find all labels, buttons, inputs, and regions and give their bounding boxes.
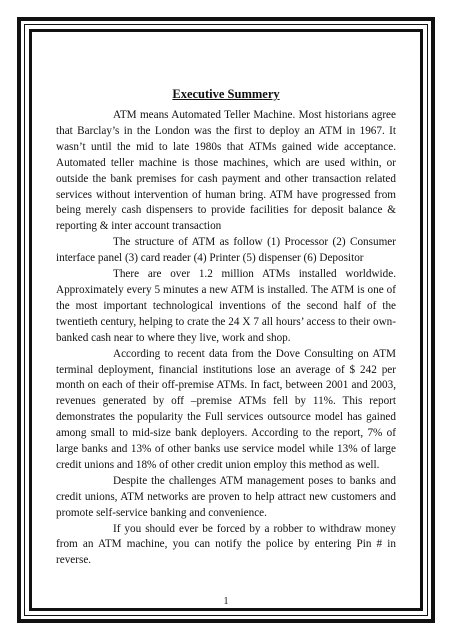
- paragraph-robber-pin: If you should ever be forced by a robber to withdraw money from an ATM machine, you can notify the police by entering Pin # in reverse.: [56, 522, 396, 567]
- document-title: Executive Summery: [172, 87, 280, 101]
- document-body: [56, 86, 396, 569]
- paragraph-dove-consulting: According to recent data from the Dove Consulting on ATM terminal deployment, financial institutions lose an average of $ 242 per month on each of their off-premise ATMs. In fact, between 2001 and 2003, revenues generated by off –premise ATMs fell by 11%. This report demonstrates the popularity the Full services outsource model has gained among small to mid-size bank deployers. According to the report, 7% of large banks and 13% of other banks use service model while 13% of large credit unions and 18% of other credit union employ this method as well.: [56, 347, 396, 471]
- paragraph-atm-worldwide: There are over 1.2 million ATMs installed worldwide. Approximately every 5 minutes a new ATM is installed. The ATM is one of the most important technological inventions of the second half of the twentieth century, helping to crate the 24 X 7 all hours’ access to their own-banked cash near to where they live, work and shop.: [56, 268, 396, 344]
- paragraph-atm-definition: ATM means Automated Teller Machine. Most historians agree that Barclay’s in the London was the first to deploy an ATM in 1967. It wasn’t until the mid to late 1980s that ATMs gained wide acceptance. Automated teller machine is those machines, which are used within, or outside the bank premises for cash payment and other transaction related services without intervention of human bring. ATM have progressed from being merely cash dispensers to provide facilities for deposit balance & reporting & inter account transaction: [56, 109, 396, 233]
- paragraph-atm-structure: The structure of ATM as follow (1) Processor (2) Consumer interface panel (3) card reader (4) Printer (5) dispenser (6) Depositor: [56, 236, 396, 265]
- page-number: 1: [223, 596, 229, 607]
- paragraph-challenges: Despite the challenges ATM management poses to banks and credit unions, ATM networks are proven to help attract new customers and promote self-service banking and convenience.: [56, 474, 396, 519]
